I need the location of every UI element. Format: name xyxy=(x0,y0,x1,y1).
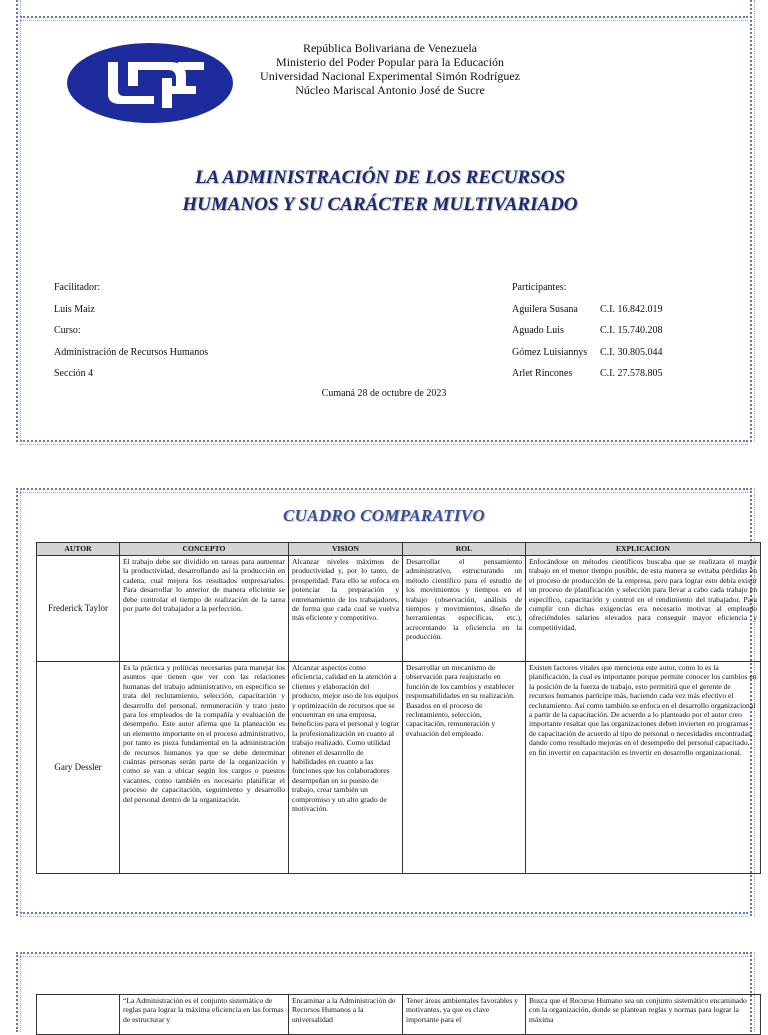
comparison-table xyxy=(36,542,761,874)
document-title xyxy=(110,164,650,218)
participant-name: Arlet Rincones xyxy=(512,368,573,379)
participant-name: Aguado Luis xyxy=(512,325,564,336)
university-logo xyxy=(66,42,234,124)
comparison-table-continued xyxy=(36,994,761,1035)
institution-header xyxy=(220,41,560,97)
column-header: ROL xyxy=(403,543,526,556)
facilitador-label: Facilitador: xyxy=(54,282,101,293)
column-header: CONCEPTO xyxy=(120,543,289,556)
cell-explicacion: Busca que el Recurso Humano sea un conjunto sistemático encaminado con la organización, donde se plantean reglas y normas para lograr la máxima xyxy=(526,995,761,1035)
cover-page xyxy=(20,0,748,442)
cell-concepto: Es la práctica y políticas necesarias para manejar los asuntos que tienen que ver con las relaciones humanas del trabajo administrativo, en específico se trata del reclutamiento, selección, capacitación y desarrollo del personal, remuneración y trato justo para los empleados de la compañía y evaluación de desempeño. Este autor afirma que la planeación es un elemento importante en el proceso administrativo, por tanto es pieza fundamental en la administración de recursos humanos ya que se debe determinar cuántas personas serán parte de la organización y como se van a ubicar según los cargos o puestos vacantes, como también es necesario planificar el proceso de capacitación, seguimiento y desarrollo del personal dentro de la organización. xyxy=(120,662,289,874)
page-border-top xyxy=(20,16,748,18)
title-line: HUMANOS Y SU CARÁCTER MULTIVARIADO xyxy=(182,194,578,215)
participant-row xyxy=(512,363,752,385)
participant-name: Gómez Luisiannys xyxy=(512,346,588,358)
page-border-bottom xyxy=(20,440,748,442)
cell-vision: Alcanzar niveles máximos de productividad y, por lo tanto, de prosperidad. Para ello se enfoca en potenciar la preparación y entrenamiento de los trabajadores, de forma que cada cual se vuelva más eficiente y competitivo. xyxy=(289,556,403,662)
column-header: VISION xyxy=(289,543,403,556)
participant-ci: C.I. 15.740.208 xyxy=(600,325,663,336)
cell-concepto: “La Administración es el conjunto sistemático de reglas para lograr la máxima eficiencia en las formas de estructurar y xyxy=(120,995,289,1035)
participant-ci: C.I. 30.805.044 xyxy=(600,346,663,358)
participant-ci: C.I. 27.578.805 xyxy=(600,368,663,379)
column-header: AUTOR xyxy=(37,543,120,556)
institution-line: Ministerio del Poder Popular para la Educación xyxy=(276,55,504,69)
cell-autor: Gary Dessler xyxy=(37,662,120,874)
participant-row xyxy=(512,320,752,342)
institution-line: Núcleo Mariscal Antonio José de Sucre xyxy=(295,83,485,97)
participant-row xyxy=(512,342,752,364)
page-border-bottom xyxy=(20,912,748,914)
participant-ci: C.I. 16.842.019 xyxy=(600,303,663,315)
institution-line: Universidad Nacional Experimental Simón Rodríguez xyxy=(260,69,520,83)
curso-label: Curso: xyxy=(54,325,81,336)
cell-rol: Tener áreas ambientales favorables y motivantes, ya que es clave importante para el xyxy=(403,995,526,1035)
page-border-top xyxy=(20,488,748,490)
facilitador-name: Luis Maiz xyxy=(54,303,95,315)
participants-info xyxy=(512,277,752,385)
cuadro-title: CUADRO COMPARATIVO xyxy=(282,506,486,525)
cell-concepto: El trabajo debe ser dividido en tareas para aumentar la productividad, desarrollando así la producción en cadena, cual mejora los resultados empresariales. Para desarrollar lo anterior de manera eficiente se debe controlar el tiempo de realización de la tarea por parte del trabajador a la perfección. xyxy=(120,556,289,662)
cell-rol: Desarrollar un mecanismo de observación para reajustarlo en función de los cambios y establecer responsabilidades en su realización. Basados en el proceso de reclutamiento, selección, capacitación, remuneración y evaluación del empleado. xyxy=(403,662,526,874)
seccion: Sección 4 xyxy=(54,368,94,379)
cell-explicacion: Existen factores vitales que menciona este autor, como lo es la planificación, la cual es importante porque permite conocer los cambios en la posición de la fuerza de trabajo, esto permitirá que el gerente de recursos humanos participe más, haciendo cada vez más efectivo el reclutamiento. Así como también se enfoca en el desarrollo organizacional a partir de la capacitación. De acuerdo a lo planteado por el autor creo importante resaltar que las organizaciones deben invierten en programas de capacitación de acuerdo al tipo de personal o necesidades encontradas, dando como resultado mejoras en el desempeño del personal capacitado, en fin invertir en capacitación es invertir en desarrollo organizacional. xyxy=(526,662,761,874)
cell-rol: Desarrollar el pensamiento administrativo, estructurando un método científico para el estudio de los movimientos y tiempos en el trabajo (observación, análisis de tiempos y movimientos, diseño de herramientas específicas, etc.), acrecentando la eficiencia en la producción. xyxy=(403,556,526,662)
cell-explicacion: Enfocándose en métodos científicos buscaba que se realizara el mayor trabajo en el menor tiempo posible, de esta manera se evitaba pérdidas en el proceso de producción de la empresa, pero para lograr esto debía existir un proceso de planificación y selección para llevar a cabo cada trabajo en específico, capacitación y control en el rendimiento del trabajador. Para cumplir con dichas exigencias era necesario motivar al empleado ofreciéndoles salarios elevados para conseguir mayor eficiencia y competitividad. xyxy=(526,556,761,662)
cell-vision: Alcanzar aspectos como eficiencia, calidad en la atención a clientes y elaboración del producto, mejor uso de los equipos y optimización de recursos que se encuentran en una empresa, beneficios para el personal y lograr la profesionalización en cuanto al trabajo realizado. Como utilidad obtener el desarrollo de habilidades en cuanto a las funciones que los colaboradores desempeñan en su puesto de trabajo, crear también un compromiso y un alto grado de motivación. xyxy=(289,662,403,874)
curso-name: Administración de Recursos Humanos xyxy=(54,346,209,358)
title-line: LA ADMINISTRACIÓN DE LOS RECURSOS xyxy=(195,167,565,188)
participants-label: Participantes: xyxy=(512,282,567,293)
course-info xyxy=(54,277,294,385)
page-border-top xyxy=(20,952,748,954)
cell-vision: Encaminar a la Administración de Recursos Humanos a la universalidad xyxy=(289,995,403,1035)
participant-row xyxy=(512,299,752,321)
cell-autor: Frederick Taylor xyxy=(37,556,120,662)
column-header: EXPLICACION xyxy=(526,543,761,556)
document-date: Cumaná 28 de octubre de 2023 xyxy=(321,388,447,399)
page-border-left xyxy=(16,0,18,442)
page-border-left xyxy=(16,488,18,916)
table-row xyxy=(37,995,761,1035)
table-row xyxy=(37,662,761,874)
table-row xyxy=(37,556,761,662)
continuation-page xyxy=(20,952,748,1032)
table-header-row xyxy=(37,543,761,556)
participant-name: Aguilera Susana xyxy=(512,303,578,315)
institution-line: República Bolivariana de Venezuela xyxy=(302,41,478,55)
page-border-left xyxy=(16,952,18,1032)
comparison-page xyxy=(20,488,757,916)
cell-autor xyxy=(37,995,120,1035)
